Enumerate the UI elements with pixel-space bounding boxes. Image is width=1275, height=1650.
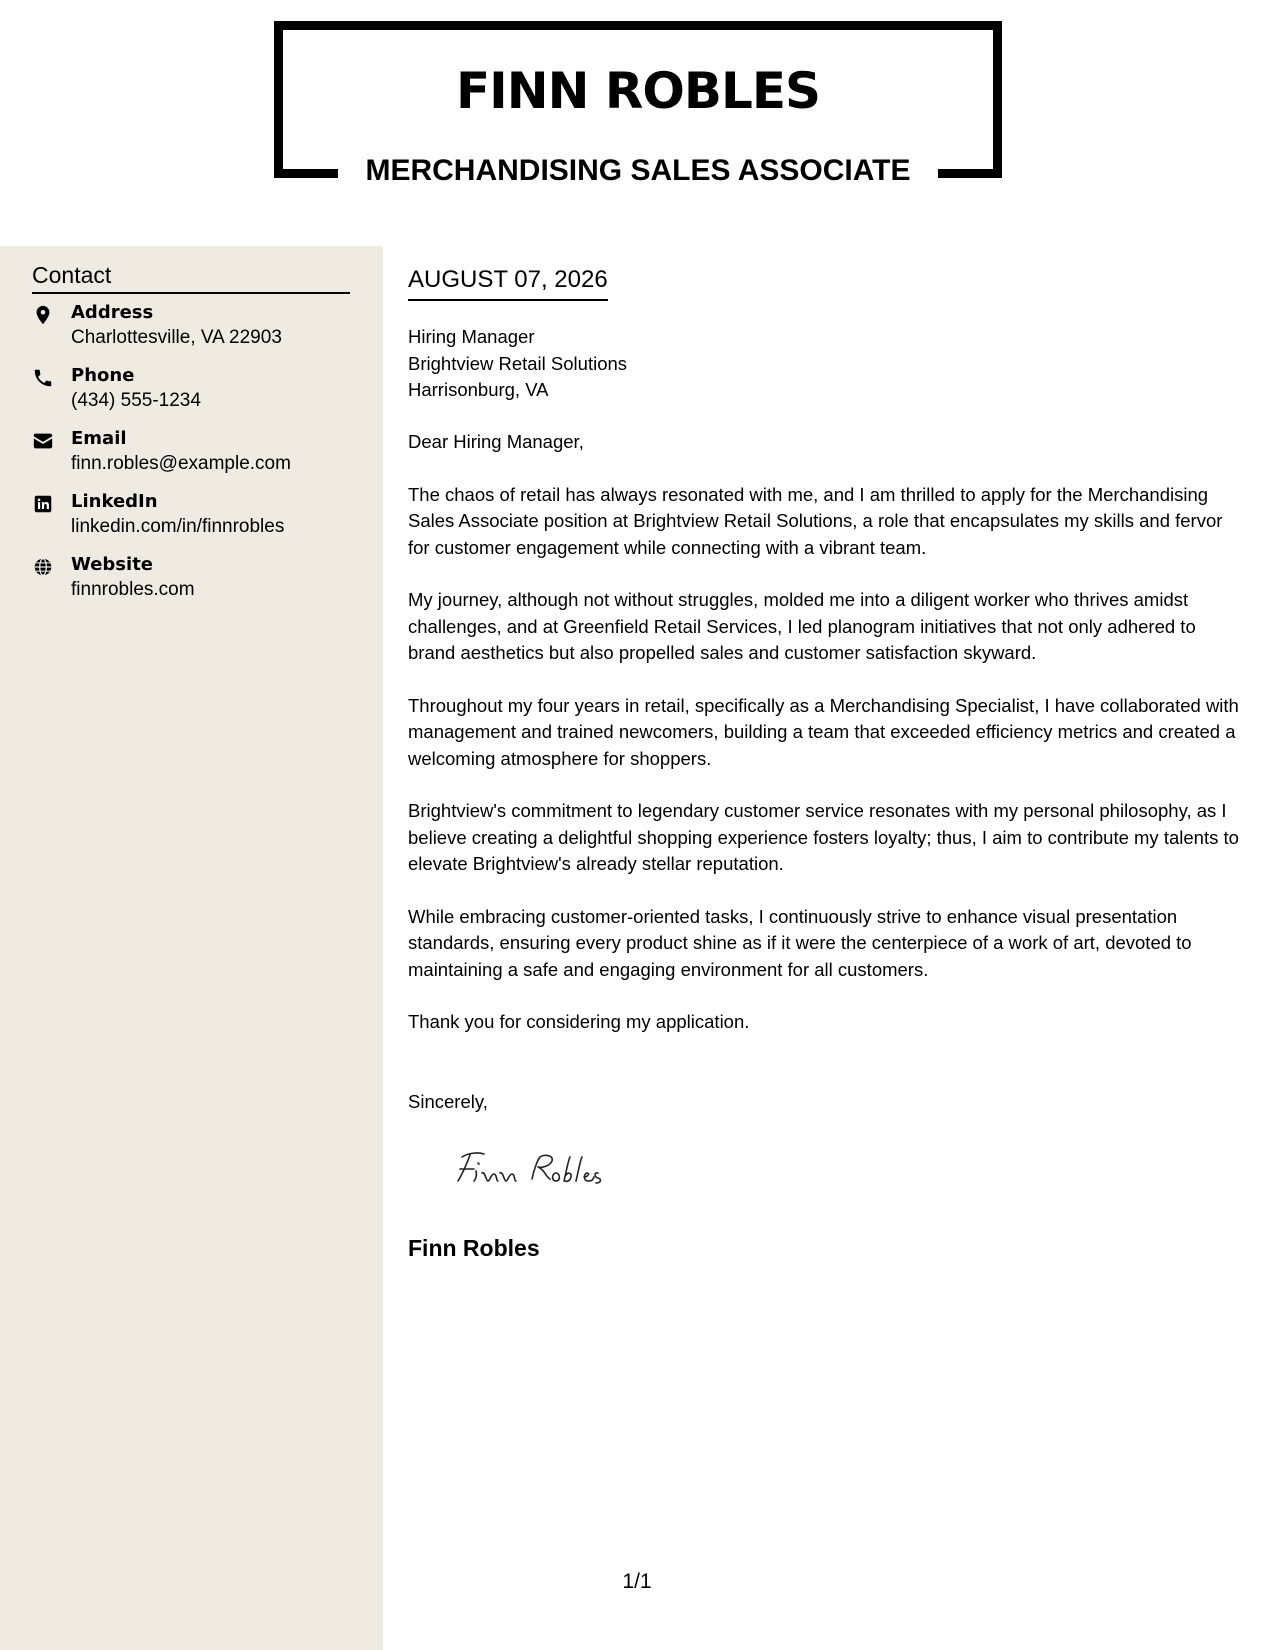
globe-icon: [32, 556, 54, 578]
map-pin-icon: [32, 304, 54, 326]
contact-label: Phone: [71, 365, 135, 386]
letter-body: [408, 429, 1248, 1062]
applicant-name: FINN ROBLES: [456, 62, 820, 120]
linkedin-icon: [32, 493, 54, 515]
recipient-location: Harrisonburg, VA: [408, 379, 549, 400]
phone-icon: [32, 367, 54, 389]
signature-image: [448, 1145, 628, 1195]
letter-paragraph: While embracing customer-oriented tasks, I continuously strive to enhance visual presentation standards, ensuring every product shine as if it were the centerpiece of a work of art, devoted to maintaining a safe and engaging environment for all customers.: [408, 905, 1192, 980]
letter-paragraph: Thank you for considering my application.: [408, 1011, 750, 1032]
email-value[interactable]: finn.robles@example.com: [71, 453, 291, 474]
letter-paragraph: Brightview's commitment to legendary customer service resonates with my personal philosophy, as I believe creating a delightful shopping experience fosters loyalty; thus, I aim to contribute my talents to elevate Brightview's already stellar reputation.: [408, 800, 1239, 874]
contact-label: Address: [71, 302, 154, 323]
letter-paragraph: The chaos of retail has always resonated with me, and I am thrilled to apply for the Merchandising Sales Associate position at Brightview Retail Solutions, a role that encapsulates my skills and fervor for customer engagement while connecting with a vibrant team.: [408, 483, 1223, 558]
recipient-company: Brightview Retail Solutions: [408, 352, 628, 374]
contact-heading: Contact: [32, 262, 350, 294]
salutation: Dear Hiring Manager,: [408, 431, 584, 452]
letter-date: AUGUST 07, 2026: [408, 266, 608, 301]
page-number: 1/1: [622, 1570, 652, 1593]
contact-label: Website: [71, 554, 154, 575]
recipient-title: Hiring Manager: [408, 326, 535, 347]
linkedin-value[interactable]: linkedin.com/in/finnrobles: [71, 516, 285, 537]
recipient-block: [408, 324, 627, 404]
envelope-icon: [32, 430, 54, 452]
website-value[interactable]: finnrobles.com: [71, 579, 195, 600]
address-value: Charlottesville, VA 22903: [71, 327, 282, 348]
contact-label: Email: [71, 428, 127, 449]
closing: Sincerely,: [408, 1091, 488, 1112]
job-title: MERCHANDISING SALES ASSOCIATE: [365, 154, 911, 187]
phone-value[interactable]: (434) 555-1234: [71, 390, 201, 411]
contact-label: LinkedIn: [71, 491, 158, 512]
letter-paragraph: Throughout my four years in retail, specifically as a Merchandising Specialist, I have collaborated with management and trained newcomers, building a team that exceeded efficiency metrics and created a welcoming atmosphere for shoppers.: [408, 694, 1239, 769]
letter-paragraph: My journey, although not without struggles, molded me into a diligent worker who thrives amidst challenges, and at Greenfield Retail Services, I led planogram initiatives that not only adhered to brand aesthetics but also propelled sales and customer satisfaction skyward.: [408, 589, 1196, 663]
signer-name: Finn Robles: [408, 1235, 540, 1261]
